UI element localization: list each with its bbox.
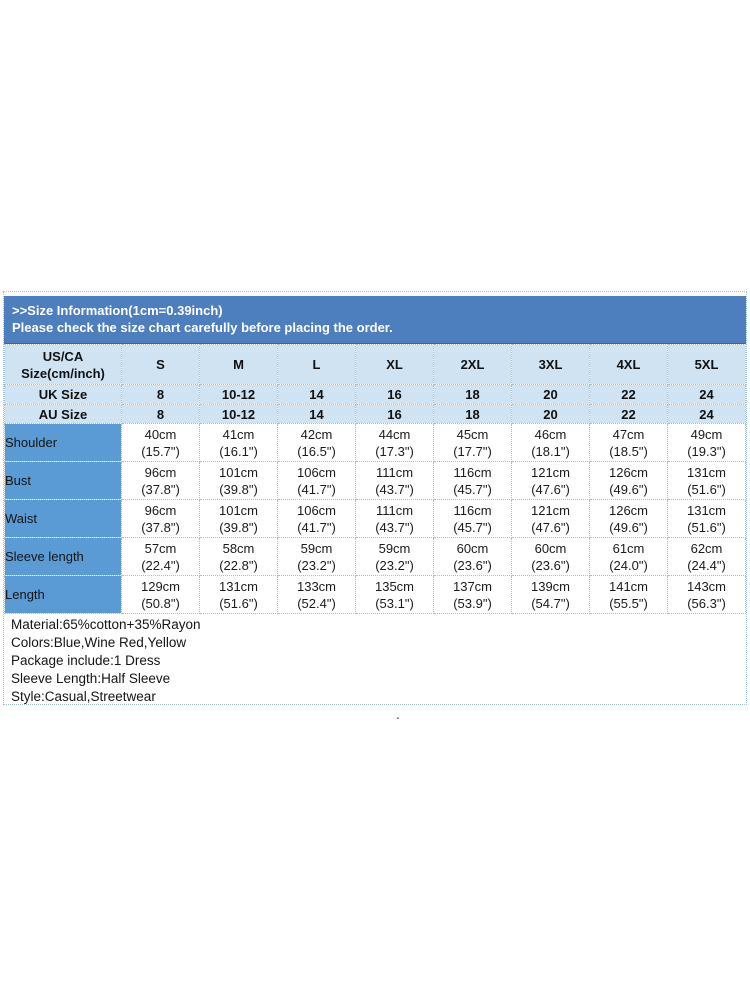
inch-value: (39.8") [219,481,258,497]
cm-value: 101cm [218,502,259,518]
measure-cell [278,538,356,576]
measure-cell [122,500,200,538]
au-size-row [5,405,746,424]
note-material: Material:65%cotton+35%Rayon [11,617,201,632]
inch-value: (47.6") [531,519,570,535]
measurement-row-waist [5,500,746,538]
cm-value: 42cm [300,426,333,442]
inch-value: (16.5") [297,443,336,459]
measure-cell [434,462,512,500]
inch-value: (41.7") [297,481,336,497]
inch-value: (43.7") [375,481,414,497]
title-line-1: >>Size Information(1cm=0.39inch) [12,303,223,318]
measure-cell [512,424,590,462]
au-size-value: 16 [356,405,434,424]
cm-value: 60cm [534,540,567,556]
au-size-label: AU Size [5,405,122,424]
title-band [4,296,746,344]
measurement-row-shoulder [5,424,746,462]
uk-size-value: 20 [512,385,590,405]
inch-value: (22.4") [141,557,180,573]
measure-cell [668,424,746,462]
cm-value: 57cm [144,540,177,556]
inch-value: (43.7") [375,519,414,535]
cm-value: 61cm [612,540,645,556]
inch-value: (17.7") [453,443,492,459]
inch-value: (23.2") [375,557,414,573]
product-notes [4,614,746,704]
measure-cell [356,424,434,462]
measure-cell [200,500,278,538]
inch-value: (24.4") [687,557,726,573]
measure-cell [356,500,434,538]
measure-cell [590,500,668,538]
inch-value: (41.7") [297,519,336,535]
measure-cell [200,424,278,462]
au-size-value: 8 [122,405,200,424]
measure-cell [590,462,668,500]
inch-value: (24.0") [609,557,648,573]
measure-cell [200,538,278,576]
measure-cell [590,538,668,576]
cm-value: 121cm [530,464,571,480]
measure-cell [512,576,590,614]
cm-value: 60cm [456,540,489,556]
measure-cell [668,538,746,576]
inch-value: (17.3") [375,443,414,459]
size-header-row [5,345,746,385]
uk-size-label: UK Size [5,385,122,405]
cm-value: 44cm [378,426,411,442]
uk-size-value: 8 [122,385,200,405]
uk-size-value: 16 [356,385,434,405]
note-sleeve-length: Sleeve Length:Half Sleeve [11,671,171,686]
row-label-bust: Bust [5,462,122,500]
measurement-row-sleeve-length [5,538,746,576]
au-size-value: 22 [590,405,668,424]
inch-value: (52.4") [297,595,336,611]
uk-size-value: 22 [590,385,668,405]
inch-value: (53.9") [453,595,492,611]
measure-cell [278,462,356,500]
row-label-waist: Waist [5,500,122,538]
au-size-value: 10-12 [200,405,278,424]
measure-cell [668,462,746,500]
note-colors: Colors:Blue,Wine Red,Yellow [11,635,187,650]
measure-cell [356,576,434,614]
inch-value: (16.1") [219,443,258,459]
stray-period: . [396,706,400,722]
size-col-header-5xl: 5XL [668,345,746,385]
measure-cell [278,500,356,538]
measure-cell [590,424,668,462]
au-size-value: 24 [668,405,746,424]
cm-value: 106cm [296,464,337,480]
size-col-header-2xl: 2XL [434,345,512,385]
cm-value: 46cm [534,426,567,442]
title-line-2: Please check the size chart carefully before placing the order. [12,320,393,335]
inch-value: (23.6") [531,557,570,573]
inch-value: (22.8") [219,557,258,573]
cm-value: 111cm [375,464,414,480]
cm-value: 41cm [222,426,255,442]
measurement-row-bust [5,462,746,500]
size-col-header-l: L [278,345,356,385]
row-label-sleeve-length: Sleeve length [5,538,122,576]
uk-size-value: 10-12 [200,385,278,405]
cm-value: 59cm [300,540,333,556]
inch-value: (15.7") [141,443,180,459]
cm-value: 141cm [608,578,649,594]
note-style: Style:Casual,Streetwear [11,689,156,704]
size-col-header-3xl: 3XL [512,345,590,385]
cm-value: 62cm [690,540,723,556]
inch-value: (23.6") [453,557,492,573]
cm-value: 135cm [374,578,415,594]
cm-value: 133cm [296,578,337,594]
measure-cell [356,538,434,576]
cm-value: 49cm [690,426,723,442]
inch-value: (47.6") [531,481,570,497]
inch-value: (53.1") [375,595,414,611]
cm-value: 131cm [686,502,727,518]
cm-value: 40cm [144,426,177,442]
cm-value: 96cm [144,464,177,480]
cm-value: 116cm [453,464,492,480]
measure-cell [434,500,512,538]
size-col-header-4xl: 4XL [590,345,668,385]
cm-value: 45cm [456,426,489,442]
au-size-value: 14 [278,405,356,424]
cm-value: 131cm [218,578,259,594]
row-label-shoulder: Shoulder [5,424,122,462]
size-col-header-m: M [200,345,278,385]
cm-value: 121cm [530,502,571,518]
size-info-sheet [3,291,747,705]
measurement-row-length [5,576,746,614]
measure-cell [668,500,746,538]
measure-cell [356,462,434,500]
cm-value: 143cm [686,578,727,594]
measure-cell [434,576,512,614]
inch-value: (18.1") [531,443,570,459]
inch-value: (49.6") [609,519,648,535]
inch-value: (55.5") [609,595,648,611]
measure-cell [512,462,590,500]
inch-value: (49.6") [609,481,648,497]
cm-value: 139cm [530,578,571,594]
corner-line-2: Size(cm/inch) [21,365,105,381]
measure-cell [278,576,356,614]
cm-value: 126cm [608,464,649,480]
au-size-value: 18 [434,405,512,424]
measure-cell [200,462,278,500]
inch-value: (39.8") [219,519,258,535]
inch-value: (37.8") [141,519,180,535]
inch-value: (45.7") [453,481,492,497]
cm-value: 137cm [452,578,493,594]
cm-value: 129cm [140,578,181,594]
uk-size-value: 18 [434,385,512,405]
measure-cell [434,424,512,462]
measure-cell [512,538,590,576]
cm-value: 111cm [375,502,414,518]
cm-value: 116cm [453,502,492,518]
inch-value: (51.6") [687,481,726,497]
inch-value: (56.3") [687,595,726,611]
au-size-value: 20 [512,405,590,424]
measure-cell [200,576,278,614]
measure-cell [590,576,668,614]
inch-value: (37.8") [141,481,180,497]
measure-cell [122,576,200,614]
cm-value: 101cm [218,464,259,480]
measure-cell [434,538,512,576]
size-table [4,344,746,614]
measure-cell [668,576,746,614]
cm-value: 59cm [378,540,411,556]
size-col-header-xl: XL [356,345,434,385]
measure-cell [122,462,200,500]
uk-size-value: 14 [278,385,356,405]
cm-value: 58cm [222,540,255,556]
inch-value: (51.6") [219,595,258,611]
size-col-header-s: S [122,345,200,385]
inch-value: (19.3") [687,443,726,459]
inch-value: (50.8") [141,595,180,611]
cm-value: 131cm [686,464,727,480]
cm-value: 106cm [296,502,337,518]
cm-value: 47cm [612,426,645,442]
inch-value: (45.7") [453,519,492,535]
inch-value: (51.6") [687,519,726,535]
measure-cell [122,538,200,576]
uk-size-row [5,385,746,405]
inch-value: (54.7") [531,595,570,611]
inch-value: (18.5") [609,443,648,459]
corner-line-1: US/CA [42,348,84,364]
cm-value: 126cm [608,502,649,518]
measure-cell [512,500,590,538]
inch-value: (23.2") [297,557,336,573]
uk-size-value: 24 [668,385,746,405]
cm-value: 96cm [144,502,177,518]
measure-cell [278,424,356,462]
row-label-length: Length [5,576,122,614]
corner-header-cell [5,345,122,385]
note-package: Package include:1 Dress [11,653,161,668]
measure-cell [122,424,200,462]
